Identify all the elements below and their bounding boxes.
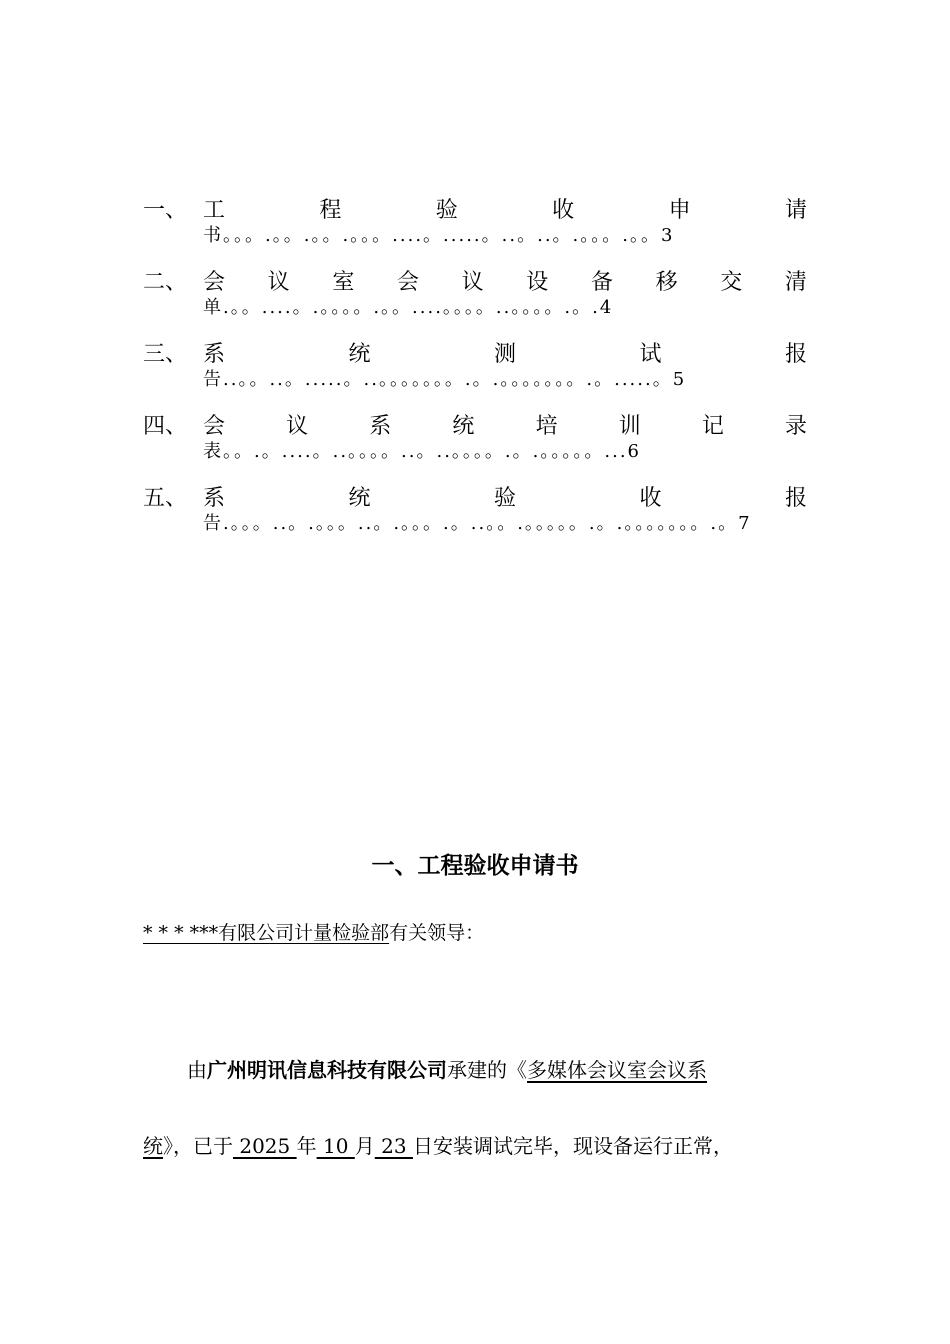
completion-day: 23 — [374, 1134, 413, 1158]
table-of-contents — [143, 198, 807, 558]
toc-entry-leader-and-page: 告..。。..。.....。..。。。。。。。.。.。。。。。。。.。.....。5 — [203, 369, 687, 390]
toc-title-char: 议 — [286, 414, 309, 439]
toc-title-char: 申 — [668, 198, 691, 223]
toc-entry-title — [203, 342, 807, 368]
toc-title-char: 请 — [784, 198, 807, 223]
toc-title-char: 统 — [348, 486, 371, 511]
para-text-1: 》，已于 — [163, 1134, 233, 1158]
completion-month: 10 — [316, 1134, 355, 1158]
toc-entry-leader-and-page: 单.。。....。.。。。。.。。....。。。。..。。。。.。.4 — [203, 297, 614, 318]
toc-entry-number: 四、 — [143, 414, 188, 439]
completion-year: 2025 — [233, 1134, 297, 1158]
toc-entry-leader-and-page: 表。。.。....。..。。。。..。..。。。。.。.。。。。。...6 — [203, 441, 641, 462]
toc-title-char: 工 — [203, 198, 226, 223]
project-name-part-1: 多媒体会议室会议系 — [527, 1058, 707, 1082]
toc-title-char: 设 — [526, 270, 549, 295]
toc-title-char: 会 — [203, 414, 226, 439]
toc-entry-title — [203, 414, 807, 440]
toc-entry-number: 三、 — [143, 342, 188, 367]
toc-title-char: 报 — [784, 342, 807, 367]
project-name-part-2: 统 — [143, 1134, 163, 1158]
toc-title-char: 清 — [784, 270, 807, 295]
toc-title-char: 统 — [452, 414, 475, 439]
toc-entry-number: 五、 — [143, 486, 188, 511]
year-unit: 年 — [296, 1134, 317, 1158]
para-mid: 承建的《 — [447, 1058, 527, 1082]
toc-title-char: 培 — [535, 414, 558, 439]
salutation — [143, 918, 484, 948]
toc-title-char: 议 — [267, 270, 290, 295]
toc-title-char: 验 — [435, 198, 458, 223]
toc-title-char: 备 — [590, 270, 613, 295]
toc-title-char: 程 — [319, 198, 342, 223]
toc-entry[interactable] — [143, 486, 807, 536]
toc-title-char: 收 — [552, 198, 575, 223]
application-paragraph-line-1 — [143, 1054, 807, 1086]
toc-entry-leader-and-page: 告.。。。..。.。。。..。.。。。.。..。。.。。。。。.。.。。。。。。。.。7 — [203, 513, 752, 534]
toc-entry[interactable] — [143, 414, 807, 464]
toc-entry-leader-and-page: 书。。。.。。.。。.。。。....。.....。..。..。.。。。.。。3 — [203, 225, 675, 246]
toc-title-char: 训 — [618, 414, 641, 439]
toc-title-char: 统 — [348, 342, 371, 367]
toc-title-char: 交 — [720, 270, 743, 295]
toc-entry[interactable] — [143, 342, 807, 392]
toc-title-char: 测 — [493, 342, 516, 367]
toc-title-char: 系 — [369, 414, 392, 439]
toc-title-char: 收 — [639, 486, 662, 511]
toc-title-char: 记 — [701, 414, 724, 439]
toc-title-char: 会 — [396, 270, 419, 295]
toc-entry-number: 二、 — [143, 270, 188, 295]
toc-entry-title — [203, 198, 807, 224]
toc-title-char: 会 — [203, 270, 226, 295]
toc-entry-body — [203, 270, 807, 320]
para-text-2: 日安装调试完毕，现设备运行正常， — [412, 1134, 733, 1158]
toc-title-char: 录 — [784, 414, 807, 439]
toc-entry-number: 一、 — [143, 198, 188, 223]
salutation-suffix: 有关领导： — [389, 922, 485, 944]
toc-title-char: 验 — [493, 486, 516, 511]
salutation-recipient: * * * ***有限公司计量检验部 — [143, 922, 390, 944]
toc-entry-title — [203, 270, 807, 296]
contractor-company: 广州明讯信息科技有限公司 — [207, 1058, 447, 1082]
toc-title-char: 室 — [332, 270, 355, 295]
toc-entry-body — [203, 198, 807, 248]
month-unit: 月 — [354, 1134, 375, 1158]
toc-title-char: 系 — [203, 486, 226, 511]
section-heading: 一、工程验收申请书 — [371, 853, 579, 879]
para-prefix: 由 — [187, 1058, 207, 1082]
toc-entry[interactable] — [143, 198, 807, 248]
toc-title-char: 系 — [203, 342, 226, 367]
toc-title-char: 试 — [639, 342, 662, 367]
toc-title-char: 议 — [461, 270, 484, 295]
toc-entry-body — [203, 414, 807, 464]
toc-title-char: 移 — [655, 270, 678, 295]
toc-entry-body — [203, 342, 807, 392]
toc-title-char: 报 — [784, 486, 807, 511]
toc-entry[interactable] — [143, 270, 807, 320]
toc-entry-body — [203, 486, 807, 536]
toc-entry-title — [203, 486, 807, 512]
application-paragraph-line-2 — [143, 1130, 807, 1162]
